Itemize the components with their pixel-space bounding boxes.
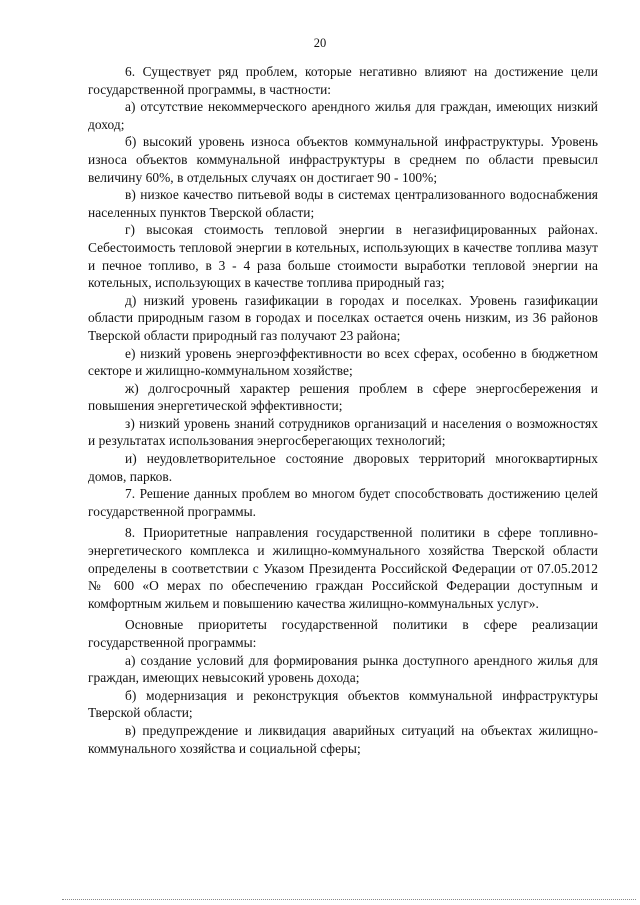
paragraph-item-g-heat-cost: г) высокая стоимость тепловой энергии в негазифицированных районах. Себестоимость тепловой энергии в котельных, использующих в качестве топлива мазут и печное топливо, в 3 - 4 раза больше стоимости выработки тепловой энергии на котельных, использующих в качестве топлива природный газ; <box>88 222 598 291</box>
paragraph-item-b-wear: б) высокий уровень износа объектов коммунальной инфраструктуры. Уровень износа объектов коммунальной инфраструктуры в среднем по области превысил величину 60%, в отдельных случаях он достигает 90 - 100%; <box>88 134 598 185</box>
paragraph-item-zh-long-term: ж) долгосрочный характер решения проблем в сфере энергосбережения и повышения энергетической эффективности; <box>88 380 598 414</box>
paragraph-7-solution: 7. Решение данных проблем во многом будет способствовать достижению целей государственной программы. <box>88 486 598 519</box>
paragraph-priority-v: в) предупреждение и ликвидация аварийных ситуаций на объектах жилищно-коммунального хозяйства и социальной сферы; <box>88 722 598 756</box>
paragraph-8-priorities: 8. Приоритетные направления государственной политики в сфере топливно-энергетического комплекса и жилищно-коммунального хозяйства Тверской области определены в соответствии с Указом Президента Российской Федерации от 07.05.2012 № 600 «О мерах по обеспечению граждан Российской Федерации доступным и комфортным жильем и повышению качества жилищно-коммунальных услуг». <box>88 525 598 611</box>
paragraph-item-e-efficiency: е) низкий уровень энергоэффективности во всех сферах, особенно в бюджетном секторе и жилищно-коммунальном хозяйстве; <box>88 345 598 379</box>
paragraph-item-a-rental-housing: а) отсутствие некоммерческого арендного жилья для граждан, имеющих низкий доход; <box>88 99 598 132</box>
paragraph-item-d-gasification: д) низкий уровень газификации в городах и поселках. Уровень газификации области природным газом в городах и поселках остается очень низким, из 36 районов Тверской области природный газ получают 23 района; <box>88 292 598 343</box>
scan-bottom-edge <box>62 899 636 900</box>
paragraph-main-priorities: Основные приоритеты государственной политики в сфере реализации государственной программы: <box>88 617 598 650</box>
paragraph-6-problems: 6. Существует ряд проблем, которые негативно влияют на достижение цели государственной программы, в частности: <box>88 64 598 97</box>
paragraph-item-v-water: в) низкое качество питьевой воды в системах централизованного водоснабжения населенных пунктов Тверской области; <box>88 187 598 220</box>
page-number: 20 <box>313 36 327 50</box>
paragraph-item-i-yards: и) неудовлетворительное состояние дворовых территорий многоквартирных домов, парков. <box>88 451 598 484</box>
paragraph-priority-b: б) модернизация и реконструкция объектов коммунальной инфраструктуры Тверской области; <box>88 687 598 721</box>
paragraph-priority-a: а) создание условий для формирования рынка доступного арендного жилья для граждан, имеющих невысокий уровень дохода; <box>88 652 598 686</box>
paragraph-item-z-knowledge: з) низкий уровень знаний сотрудников организаций и населения о возможностях и результатах использования энергосберегающих технологий; <box>88 415 598 449</box>
document-body <box>88 63 598 757</box>
